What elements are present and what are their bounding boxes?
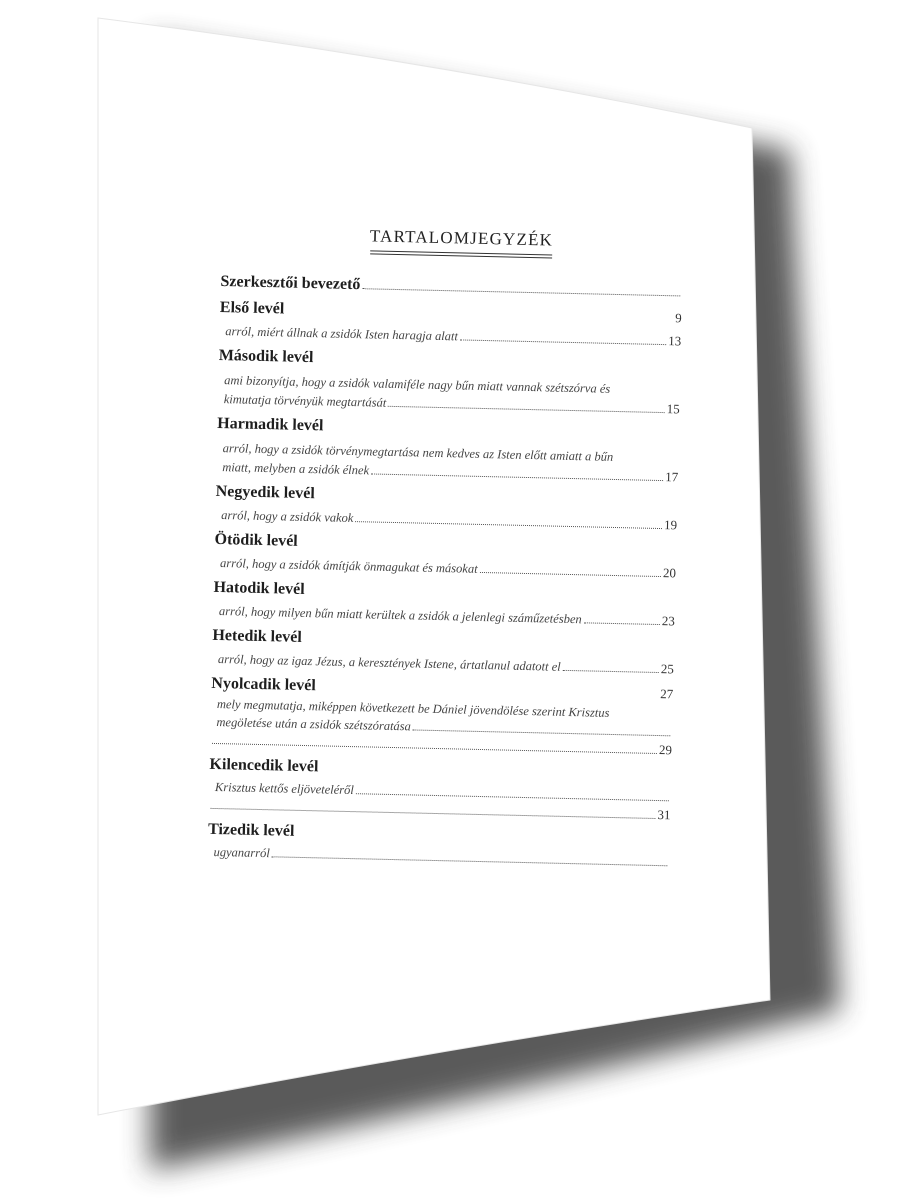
leader-dots <box>362 288 680 296</box>
leader-dots <box>272 856 668 866</box>
page-number: 29 <box>658 742 673 758</box>
leader-dots <box>371 473 663 481</box>
leader-dots <box>460 339 666 345</box>
leader-dots <box>413 729 671 736</box>
spacer <box>286 313 673 322</box>
entry-subtitle: ami bizonyítja, hogy a zsidók valamiféle nagy bűn miatt vannak szétszórva és <box>224 373 611 396</box>
toc-entry <box>215 483 678 533</box>
entry-heading: Harmadik levél <box>217 414 324 435</box>
page-number: 27 <box>660 686 674 702</box>
entry-heading: Ötödik levél <box>214 530 298 550</box>
toc-entry <box>218 347 681 417</box>
page-number: 23 <box>661 613 676 629</box>
leader-dots <box>355 521 662 529</box>
entry-subtitle: arról, hogy az igaz Jézus, a keresztények Istene, ártatlanul adatott el <box>217 652 561 674</box>
entry-heading: Nyolcadik levél <box>211 674 316 695</box>
entry-subtitle-continued: megöletése után a zsidók szétszóratása <box>216 715 412 734</box>
toc-entry <box>212 627 675 677</box>
entry-subtitle: arról, hogy a zsidók vakok <box>221 508 354 526</box>
leader-dots <box>563 670 659 673</box>
entry-subtitle: arról, hogy a zsidók ámítják önmagukat és másokat <box>219 556 478 576</box>
entry-subtitle-continued: kimutatja törvényük megtartását <box>223 392 387 410</box>
entry-subtitle: arról, hogy a zsidók törvénymegtartása nem kedves az Isten előtt amiatt a bűn <box>222 441 614 464</box>
entry-heading: Tizedik levél <box>207 820 295 840</box>
toc-title: TARTALOMJEGYZÉK <box>369 226 554 250</box>
entry-subtitle: mely megmutatja, miképpen következett be Dániel jövendölése szerint Krisztus <box>216 697 610 720</box>
entry-subtitle: arról, miért állnak a zsidók Isten haragja alatt <box>225 324 459 344</box>
toc-entry <box>219 323 681 349</box>
leader-dots <box>480 572 661 577</box>
leader-dots <box>584 622 660 625</box>
page-number: 25 <box>660 661 674 677</box>
entry-subtitle-continued: miatt, melyben a zsidók élnek <box>222 460 370 478</box>
entry-heading: Második levél <box>218 346 314 367</box>
toc-entry <box>220 273 682 301</box>
leader-dots <box>211 808 656 819</box>
entry-heading: Negyedik levél <box>215 482 315 503</box>
entry-heading: Kilencedik levél <box>209 755 319 776</box>
entry-heading: Hetedik levél <box>212 626 302 646</box>
leader-dots <box>356 793 669 801</box>
leader-dots <box>388 406 664 413</box>
toc-entry <box>216 415 679 485</box>
page-number: 31 <box>657 807 671 823</box>
page-number: 9 <box>675 310 682 326</box>
entry-subtitle: arról, hogy milyen bűn miatt kerültek a zsidók a jelenlegi száműzetésben <box>218 604 582 627</box>
entry-heading: Szerkesztői bevezető <box>220 272 361 294</box>
entry-heading: Első levél <box>219 298 285 318</box>
page-number: 13 <box>668 333 682 349</box>
leader-dots <box>212 743 657 754</box>
entry-subtitle: ugyanarról <box>213 844 270 861</box>
title-double-rule <box>370 250 552 258</box>
toc-entry <box>208 756 671 823</box>
page-number: 19 <box>663 517 678 533</box>
entry-heading: Hatodik levél <box>213 578 305 598</box>
toc-list <box>207 273 682 870</box>
toc-entry <box>220 299 682 327</box>
page-number: 15 <box>666 401 680 417</box>
toc-entry <box>207 821 670 870</box>
page-number: 17 <box>665 469 679 485</box>
toc-entry <box>213 579 676 629</box>
toc-entry <box>210 675 674 758</box>
entry-subtitle: Krisztus kettős eljöveteléről <box>214 779 355 798</box>
table-of-contents <box>207 215 684 878</box>
page-number: 20 <box>662 565 677 581</box>
toc-entry <box>214 531 677 581</box>
